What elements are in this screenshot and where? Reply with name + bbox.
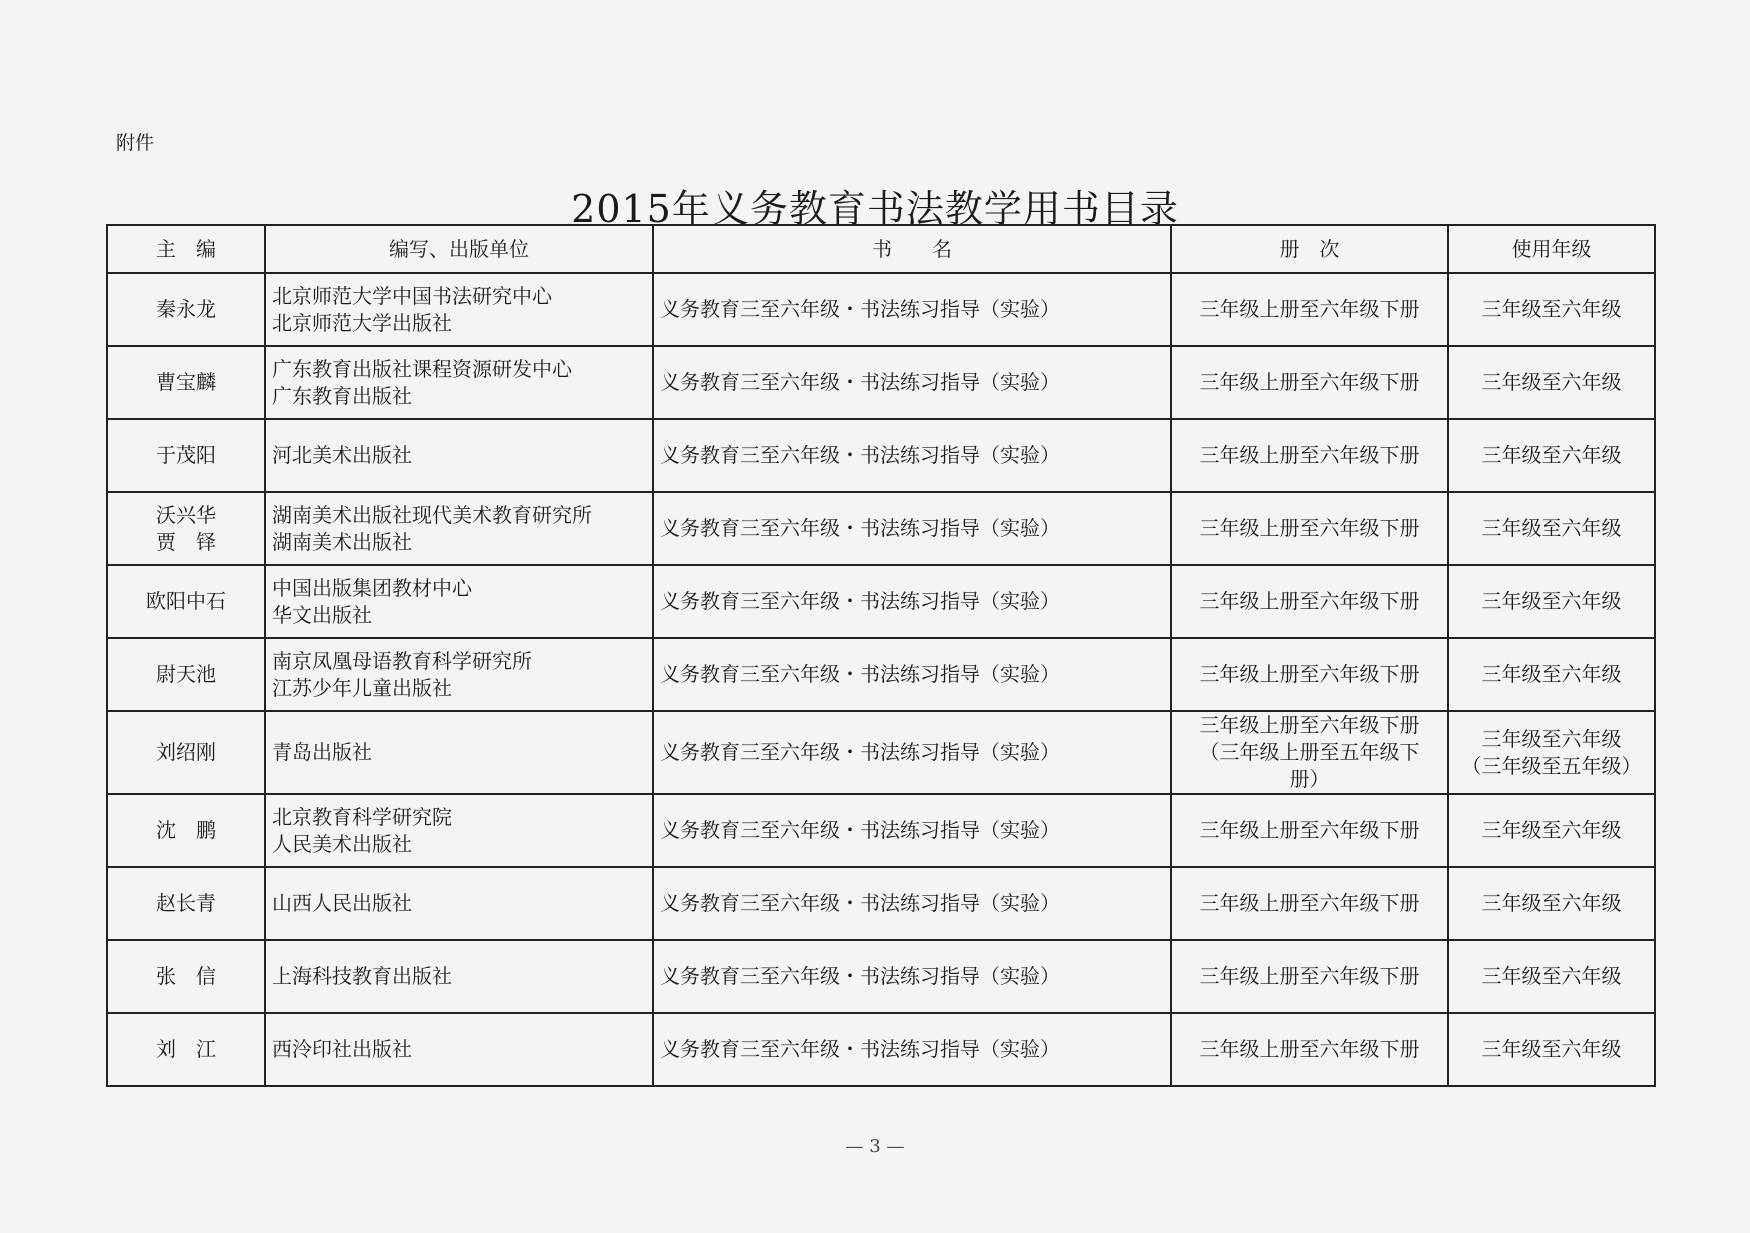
publisher-cell-line: 青岛出版社 (272, 740, 372, 764)
publisher-cell-line: 广东教育出版社 (272, 383, 412, 408)
publisher-cell (265, 638, 653, 711)
book-name-cell: 义务教育三至六年级・书法练习指导（实验） (653, 638, 1171, 711)
publisher-cell (265, 346, 653, 419)
volume-cell-line: 三年级上册至六年级下册 (1199, 964, 1420, 988)
table-row (107, 711, 1655, 794)
grade-cell (1448, 794, 1655, 867)
attachment-label: 附件 (116, 132, 155, 154)
volume-cell-line: 三年级上册至六年级下册 (1199, 370, 1420, 394)
editor-cell-line: 沃兴华 (156, 502, 216, 527)
table-row (107, 346, 1655, 419)
publisher-cell-line: 北京师范大学出版社 (272, 310, 452, 335)
publisher-cell-line: 中国出版集团教材中心 (272, 575, 472, 600)
editor-cell (107, 867, 265, 940)
publisher-cell (265, 711, 653, 794)
volume-cell (1171, 346, 1448, 419)
volume-cell-line: 三年级上册至六年级下册 (1199, 662, 1420, 686)
editor-cell-line: 沈 鹏 (156, 818, 216, 842)
grade-cell-line: 三年级至六年级 (1481, 891, 1622, 915)
book-name-cell: 义务教育三至六年级・书法练习指导（实验） (653, 794, 1171, 867)
editor-cell (107, 711, 265, 794)
publisher-cell-line: 华文出版社 (272, 602, 372, 627)
book-name-cell: 义务教育三至六年级・书法练习指导（实验） (653, 867, 1171, 940)
volume-cell-line: 三年级上册至六年级下册 (1199, 818, 1420, 842)
volume-cell (1171, 711, 1448, 794)
textbook-catalog-table (106, 224, 1656, 1087)
book-name-cell: 义务教育三至六年级・书法练习指导（实验） (653, 419, 1171, 492)
publisher-cell (265, 492, 653, 565)
grade-cell-line: 三年级至六年级 (1481, 297, 1622, 321)
editor-cell (107, 419, 265, 492)
publisher-cell-line: 人民美术出版社 (272, 831, 412, 856)
header-editor: 主 编 (107, 225, 265, 273)
book-name-cell: 义务教育三至六年级・书法练习指导（实验） (653, 565, 1171, 638)
grade-cell-line: 三年级至六年级 (1481, 516, 1622, 540)
grade-cell-line: 三年级至六年级 (1481, 443, 1622, 467)
table-row (107, 794, 1655, 867)
table-row (107, 492, 1655, 565)
book-name-cell: 义务教育三至六年级・书法练习指导（实验） (653, 1013, 1171, 1086)
grade-cell (1448, 419, 1655, 492)
table-body (107, 273, 1655, 1086)
book-name-cell: 义务教育三至六年级・书法练习指导（实验） (653, 492, 1171, 565)
grade-cell-line: 三年级至六年级 (1481, 964, 1622, 988)
header-publisher: 编写、出版单位 (265, 225, 653, 273)
editor-cell-line: 刘 江 (156, 1037, 216, 1061)
publisher-cell-line: 上海科技教育出版社 (272, 964, 452, 988)
publisher-cell-line: 西泠印社出版社 (272, 1037, 412, 1061)
volume-cell (1171, 419, 1448, 492)
publisher-cell (265, 419, 653, 492)
publisher-cell-line: 山西人民出版社 (272, 891, 412, 915)
editor-cell-line: 于茂阳 (156, 443, 216, 467)
volume-cell (1171, 565, 1448, 638)
table-row (107, 638, 1655, 711)
editor-cell (107, 346, 265, 419)
volume-cell (1171, 273, 1448, 346)
editor-cell (107, 492, 265, 565)
editor-cell (107, 794, 265, 867)
grade-cell-line: 三年级至六年级 (1481, 818, 1622, 842)
editor-cell (107, 638, 265, 711)
volume-cell-line: 三年级上册至六年级下册 (1199, 713, 1420, 737)
grade-cell-line: （三年级至五年级） (1461, 753, 1642, 778)
grade-cell (1448, 346, 1655, 419)
volume-cell (1171, 492, 1448, 565)
volume-cell-line: 三年级上册至六年级下册 (1199, 891, 1420, 915)
grade-cell (1448, 273, 1655, 346)
editor-cell (107, 1013, 265, 1086)
editor-cell-line: 欧阳中石 (146, 589, 226, 613)
publisher-cell (265, 940, 653, 1013)
volume-cell-line: 册） (1289, 767, 1330, 791)
grade-cell (1448, 1013, 1655, 1086)
volume-cell (1171, 638, 1448, 711)
table-row (107, 867, 1655, 940)
publisher-cell-line: 湖南美术出版社现代美术教育研究所 (272, 502, 592, 527)
grade-cell (1448, 492, 1655, 565)
table-row (107, 419, 1655, 492)
volume-cell-line: 三年级上册至六年级下册 (1199, 297, 1420, 321)
book-name-cell: 义务教育三至六年级・书法练习指导（实验） (653, 940, 1171, 1013)
grade-cell (1448, 638, 1655, 711)
publisher-cell (265, 273, 653, 346)
document-title: 2015年义务教育书法教学用书目录 (571, 187, 1179, 231)
grade-cell-line: 三年级至六年级 (1481, 1037, 1622, 1061)
grade-cell (1448, 867, 1655, 940)
publisher-cell-line: 北京师范大学中国书法研究中心 (272, 283, 552, 308)
table-header-row (107, 225, 1655, 273)
table-row (107, 940, 1655, 1013)
volume-cell (1171, 867, 1448, 940)
editor-cell-line: 曹宝麟 (156, 370, 216, 394)
volume-cell-line: 三年级上册至六年级下册 (1199, 516, 1420, 540)
publisher-cell-line: 北京教育科学研究院 (272, 804, 452, 829)
header-grade: 使用年级 (1448, 225, 1655, 273)
book-name-cell: 义务教育三至六年级・书法练习指导（实验） (653, 346, 1171, 419)
editor-cell-line: 张 信 (156, 964, 216, 988)
header-volume: 册 次 (1171, 225, 1448, 273)
table-row (107, 565, 1655, 638)
editor-cell-line: 秦永龙 (156, 297, 216, 321)
grade-cell-line: 三年级至六年级 (1481, 662, 1622, 686)
publisher-cell-line: 江苏少年儿童出版社 (272, 675, 452, 700)
publisher-cell-line: 南京凤凰母语教育科学研究所 (272, 648, 532, 673)
grade-cell-line: 三年级至六年级 (1481, 370, 1622, 394)
publisher-cell-line: 湖南美术出版社 (272, 529, 412, 554)
table-row (107, 1013, 1655, 1086)
volume-cell (1171, 1013, 1448, 1086)
editor-cell-line: 赵长青 (156, 891, 216, 915)
volume-cell-line: 三年级上册至六年级下册 (1199, 1037, 1420, 1061)
volume-cell (1171, 940, 1448, 1013)
editor-cell-line: 刘绍刚 (156, 740, 216, 764)
publisher-cell-line: 河北美术出版社 (272, 443, 412, 467)
grade-cell-line: 三年级至六年级 (1481, 589, 1622, 613)
publisher-cell-line: 广东教育出版社课程资源研发中心 (272, 356, 572, 381)
editor-cell-line: 贾 铎 (156, 529, 216, 554)
book-name-cell: 义务教育三至六年级・书法练习指导（实验） (653, 711, 1171, 794)
publisher-cell (265, 867, 653, 940)
grade-cell (1448, 711, 1655, 794)
publisher-cell (265, 1013, 653, 1086)
editor-cell (107, 940, 265, 1013)
book-name-cell: 义务教育三至六年级・书法练习指导（实验） (653, 273, 1171, 346)
volume-cell-line: 三年级上册至六年级下册 (1199, 443, 1420, 467)
editor-cell-line: 尉天池 (156, 662, 216, 686)
editor-cell (107, 565, 265, 638)
page-number: — 3 — (845, 1136, 905, 1157)
volume-cell (1171, 794, 1448, 867)
publisher-cell (265, 794, 653, 867)
table-row (107, 273, 1655, 346)
publisher-cell (265, 565, 653, 638)
volume-cell-line: 三年级上册至六年级下册 (1199, 589, 1420, 613)
editor-cell (107, 273, 265, 346)
header-book-name: 书 名 (653, 225, 1171, 273)
volume-cell-line: （三年级上册至五年级下 (1199, 740, 1420, 764)
grade-cell-line: 三年级至六年级 (1481, 726, 1622, 751)
grade-cell (1448, 565, 1655, 638)
grade-cell (1448, 940, 1655, 1013)
